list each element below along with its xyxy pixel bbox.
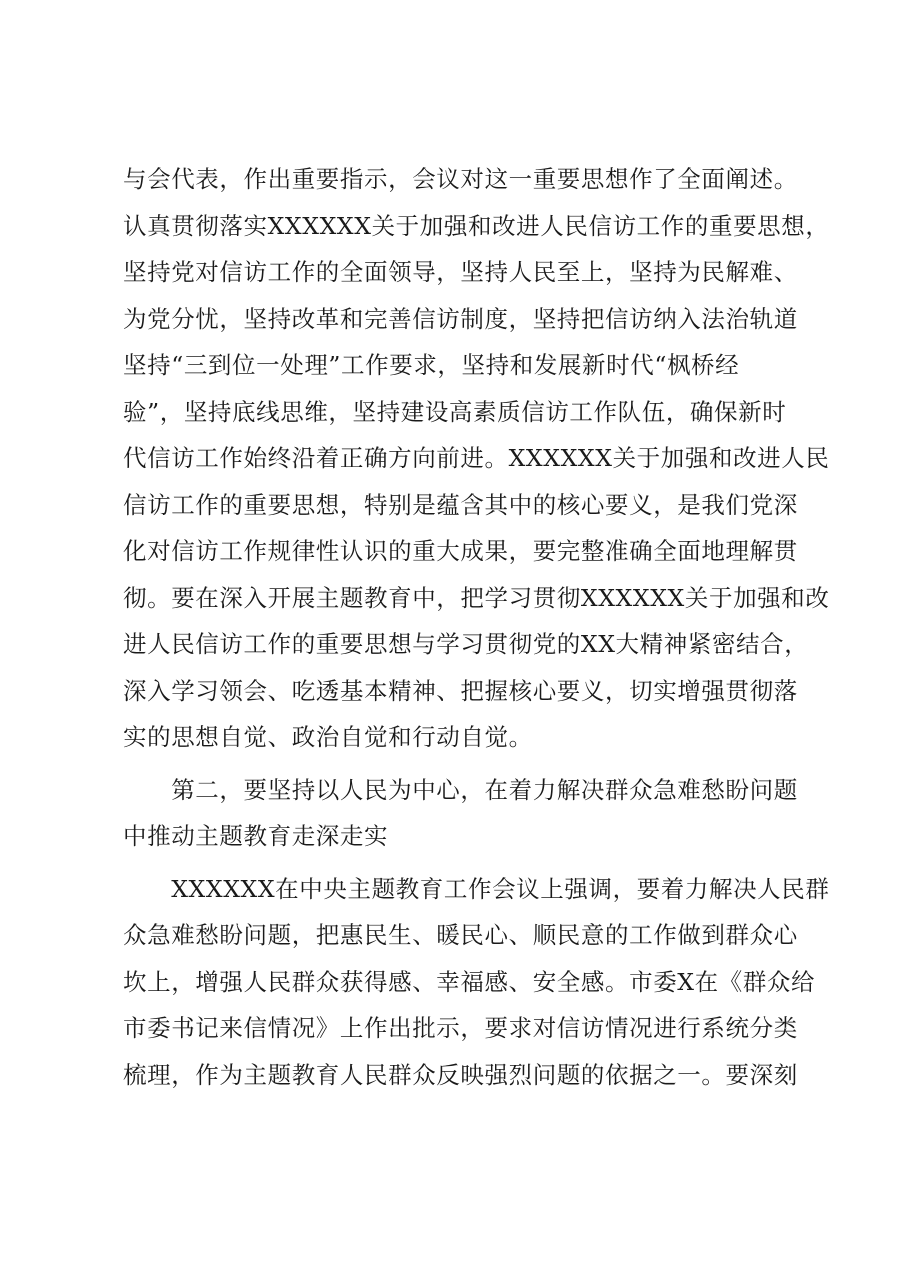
text-line: 彻。要在深入开展主题教育中，把学习贯彻XXXXXX关于加强和改	[123, 583, 830, 612]
text-line: 进人民信访工作的重要思想与学习贯彻党的XX大精神紧密结合，	[123, 630, 809, 658]
text-line: XXXXXX在中央主题教育工作会议上强调，要着力解决人民群	[123, 874, 830, 903]
text-line: 化对信访工作规律性认识的重大成果，要完整准确全面地理解贯	[123, 537, 798, 565]
text-line: 实的思想自觉、政治自觉和行动自觉。	[123, 723, 533, 751]
section-heading-line: 中推动主题教育走深走实	[123, 822, 389, 850]
text-line: 坎上，增强人民群众获得感、幸福感、安全感。市委X在《群众给	[123, 967, 816, 996]
text-line: 坚持“三到位一处理”工作要求，坚持和发展新时代“枫桥经	[123, 351, 740, 379]
text-line: 验”，坚持底线思维，坚持建设高素质信访工作队伍，确保新时	[123, 397, 787, 426]
text-line: 深入学习领会、吃透基本精神、把握核心要义，切实增强贯彻落	[123, 676, 798, 705]
text-line: 众急难愁盼问题，把惠民生、暖民心、顺民意的工作做到群众心	[123, 921, 798, 949]
text-line: 坚持党对信访工作的全面领导，坚持人民至上，坚持为民解难、	[123, 258, 798, 286]
text-line: 认真贯彻落实XXXXXX关于加强和改进人民信访工作的重要思想，	[123, 211, 830, 240]
text-line: 与会代表，作出重要指示，会议对这一重要思想作了全面阐述。	[123, 165, 798, 193]
text-line: 为党分忧，坚持改革和完善信访制度，坚持把信访纳入法治轨道	[123, 304, 798, 333]
text-line: 信访工作的重要思想，特别是蕴含其中的核心要义，是我们党深	[123, 490, 798, 519]
text-line: 代信访工作始终沿着正确方向前进。XXXXXX关于加强和改进人民	[123, 444, 830, 472]
document-body	[123, 156, 830, 1098]
section-heading-line: 第二，要坚持以人民为中心，在着力解决群众急难愁盼问题	[123, 775, 798, 804]
text-line: 梳理，作为主题教育人民群众反映强烈问题的依据之一。要深刻	[123, 1060, 798, 1089]
text-line: 市委书记来信情况》上作出批示，要求对信访情况进行系统分类	[123, 1014, 798, 1042]
